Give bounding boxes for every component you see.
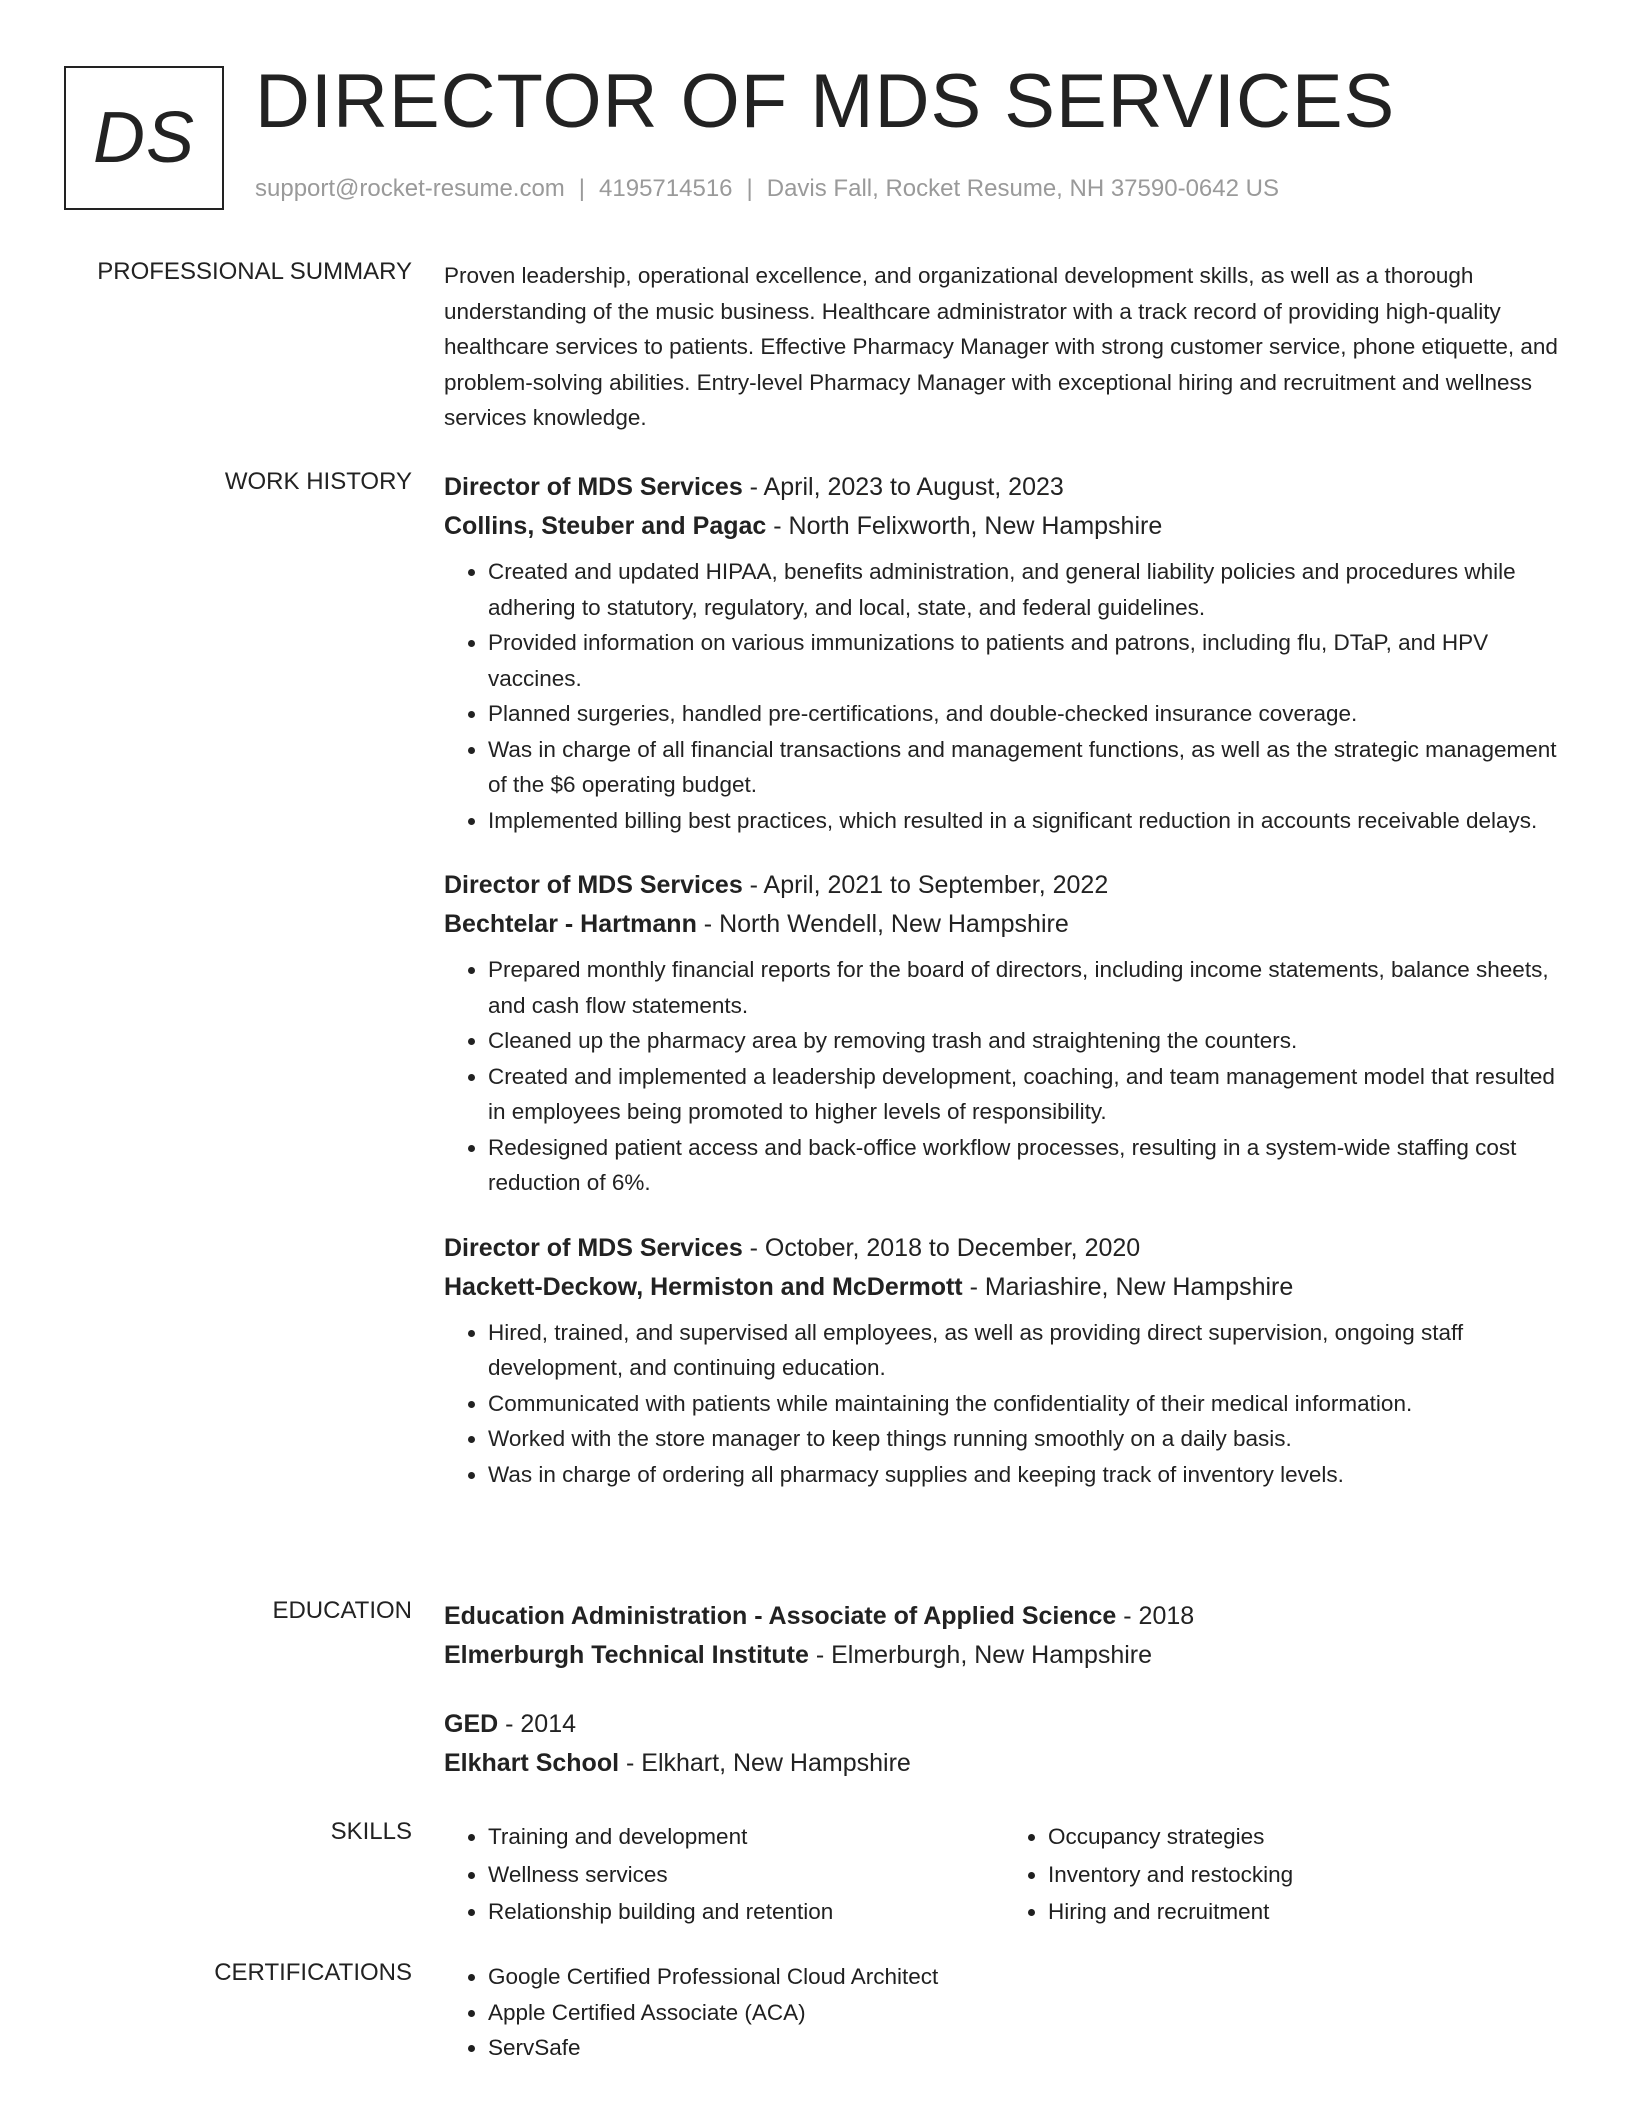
- job-bullet: • Created and implemented a leadership development, coaching, and team management model that resulted in employees being promoted to higher levels of responsibility.: [488, 1059, 1564, 1130]
- job-bullet: • Created and updated HIPAA, benefits administration, and general liability policies and procedures while adhering to statutory, regulatory, and local, state, and federal guidelines.: [488, 554, 1564, 625]
- skills-column-right: [1004, 1818, 1564, 1931]
- job-role: Director of MDS Services: [444, 473, 743, 501]
- skill-item: • Wellness services: [488, 1856, 1004, 1894]
- education-year: - 2018: [1116, 1602, 1195, 1630]
- job-entry: [444, 866, 1564, 1201]
- certification-item: • Google Certified Professional Cloud Architect: [488, 1959, 1564, 1995]
- job-bullets: [444, 554, 1564, 838]
- education-school-line: [444, 1636, 1564, 1675]
- job-location: - Mariashire, New Hampshire: [962, 1272, 1294, 1301]
- education-school-line: [444, 1744, 1564, 1783]
- skill-item: • Inventory and restocking: [1048, 1856, 1564, 1894]
- work-history-list: [444, 468, 1564, 1520]
- job-location: - North Wendell, New Hampshire: [696, 910, 1069, 938]
- job-bullet: • Communicated with patients while maintaining the confidentiality of their medical information.: [488, 1386, 1564, 1422]
- education-school: Elkhart School: [444, 1749, 620, 1777]
- section-title-certifications: CERTIFICATIONS: [214, 1959, 412, 1986]
- job-bullet: • Was in charge of ordering all pharmacy supplies and keeping track of inventory levels.: [488, 1457, 1564, 1493]
- job-bullet: • Worked with the store manager to keep things running smoothly on a daily basis.: [488, 1421, 1564, 1457]
- skill-item: • Relationship building and retention: [488, 1893, 1004, 1931]
- contact-separator: |: [578, 175, 586, 202]
- job-bullet: • Hired, trained, and supervised all employees, as well as providing direct supervision, ongoing staff development, and continuing education.: [488, 1315, 1564, 1386]
- education-degree: Education Administration - Associate of Applied Science: [444, 1602, 1117, 1630]
- education-location: - Elmerburgh, New Hampshire: [808, 1641, 1153, 1669]
- section-title-work-history: WORK HISTORY: [224, 468, 412, 495]
- job-company-line: [444, 1268, 1564, 1307]
- job-location: - North Felixworth, New Hampshire: [766, 512, 1163, 540]
- education-school: Elmerburgh Technical Institute: [444, 1641, 809, 1669]
- skill-item: • Occupancy strategies: [1048, 1818, 1564, 1856]
- job-entry: [444, 1229, 1564, 1493]
- job-title-line: [444, 866, 1564, 905]
- job-bullet: • Provided information on various immunizations to patients and patrons, including flu, DTaP, and HPV vaccines.: [488, 625, 1564, 696]
- education-entry: [444, 1597, 1564, 1675]
- contact-phone[interactable]: 4195714516: [599, 175, 733, 202]
- job-company: Bechtelar - Hartmann: [444, 910, 697, 938]
- education-degree: GED: [444, 1710, 499, 1738]
- certification-item: • Apple Certified Associate (ACA): [488, 1995, 1564, 2031]
- job-bullets: [444, 1315, 1564, 1493]
- contact-address: Davis Fall, Rocket Resume, NH 37590-0642 US: [766, 175, 1279, 202]
- section-title-summary: PROFESSIONAL SUMMARY: [97, 258, 412, 285]
- skill-item: • Training and development: [488, 1818, 1004, 1856]
- education-year: - 2014: [498, 1710, 577, 1738]
- job-dates: - April, 2021 to September, 2022: [742, 871, 1109, 899]
- job-company-line: [444, 905, 1564, 944]
- section-title-education: EDUCATION: [272, 1597, 412, 1624]
- job-title-line: [444, 1229, 1564, 1268]
- job-entry: [444, 468, 1564, 838]
- job-company: Hackett-Deckow, Hermiston and McDermott: [444, 1272, 963, 1301]
- job-role: Director of MDS Services: [444, 1233, 743, 1262]
- job-bullet: • Redesigned patient access and back-office workflow processes, resulting in a system-wide staffing cost reduction of 6%.: [488, 1130, 1564, 1201]
- contact-email[interactable]: support@rocket-resume.com: [255, 175, 565, 202]
- contact-line: [255, 175, 1279, 203]
- resume-title: DIRECTOR OF MDS SERVICES: [255, 59, 1396, 144]
- job-role: Director of MDS Services: [444, 871, 743, 899]
- skills-column-left: [444, 1818, 1004, 1931]
- education-degree-line: [444, 1597, 1564, 1636]
- summary-text: Proven leadership, operational excellence, and organizational development skills, as well as a thorough understanding of the music business. Healthcare administrator with a track record of providing high-quality healthcare services to patients. Effective Pharmacy Manager with strong customer service, phone etiquette, and problem-solving abilities. Entry-level Pharmacy Manager with exceptional hiring and recruitment and wellness services knowledge.: [444, 263, 1558, 430]
- job-bullet: • Prepared monthly financial reports for the board of directors, including income statements, balance sheets, and cash flow statements.: [488, 952, 1564, 1023]
- job-bullet: • Cleaned up the pharmacy area by removing trash and straightening the counters.: [488, 1023, 1564, 1059]
- section-title-skills: SKILLS: [330, 1818, 412, 1845]
- job-company: Collins, Steuber and Pagac: [444, 512, 767, 540]
- job-company-line: [444, 507, 1564, 546]
- contact-separator: |: [746, 175, 753, 202]
- education-degree-line: [444, 1705, 1564, 1744]
- education-list: [444, 1597, 1564, 1813]
- job-bullet: • Planned surgeries, handled pre-certifications, and double-checked insurance coverage.: [488, 696, 1564, 732]
- skill-item: • Hiring and recruitment: [1048, 1893, 1564, 1931]
- job-bullets: [444, 952, 1564, 1201]
- education-entry: [444, 1705, 1564, 1783]
- job-dates: - April, 2023 to August, 2023: [742, 473, 1064, 501]
- job-bullet: • Implemented billing best practices, which resulted in a significant reduction in accounts receivable delays.: [488, 803, 1564, 839]
- job-bullet: • Was in charge of all financial transactions and management functions, as well as the strategic management of the $6 operating budget.: [488, 732, 1564, 803]
- job-title-line: [444, 468, 1564, 507]
- certification-item: • ServSafe: [488, 2030, 1564, 2066]
- certifications-list: [444, 1959, 1564, 2066]
- monogram-logo: DS: [64, 66, 224, 210]
- job-dates: - October, 2018 to December, 2020: [742, 1233, 1141, 1262]
- education-location: - Elkhart, New Hampshire: [619, 1749, 911, 1777]
